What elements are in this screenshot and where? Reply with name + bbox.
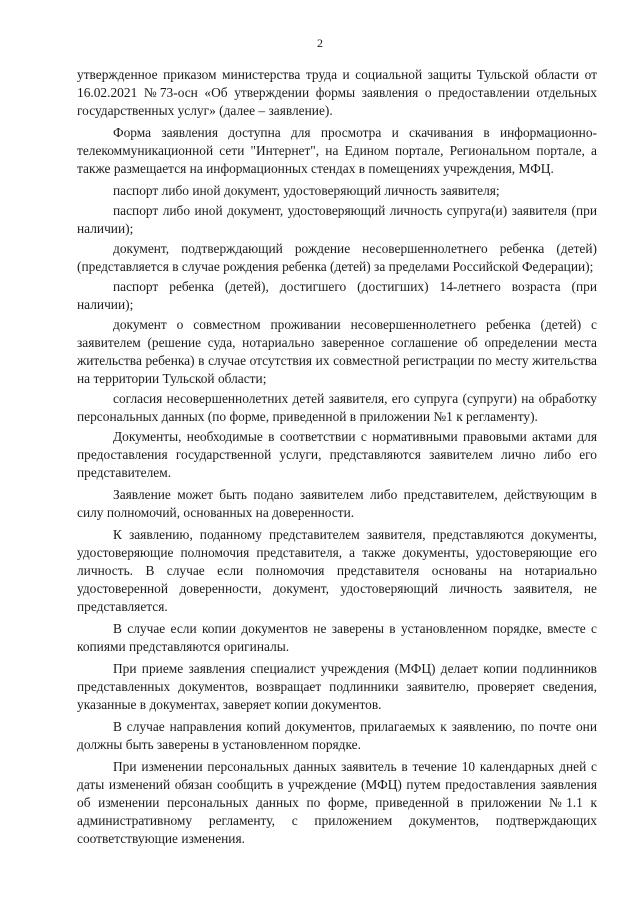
document-body	[77, 66, 597, 852]
paragraph-copies-originals: В случае если копии документов не заверены в установленном порядке, вместе с копиями представляются оригиналы.	[77, 621, 597, 654]
paragraph-representative: Заявление может быть подано заявителем либо представителем, действующим в силу полномочий, основанных на доверенности.	[77, 487, 597, 520]
paragraph-reception: При приеме заявления специалист учреждения (МФЦ) делает копии подлинников представленных документов, возвращает подлинники заявителю, проверяет сведения, указанные в документах, заверяет копии документов.	[77, 661, 597, 712]
list-item-birth-document: документ, подтверждающий рождение несовершеннолетнего ребенка (детей) (представляется в случае рождения ребенка (детей) за пределами Российской Федерации);	[77, 241, 597, 274]
paragraph-required-documents: Документы, необходимые в соответствии с нормативными правовыми актами для предоставления государственной услуги, представляются заявителем лично либо его представителем.	[77, 429, 597, 480]
list-item-applicant-passport: паспорт либо иной документ, удостоверяющий личность заявителя;	[113, 183, 500, 198]
page-number: 2	[317, 36, 323, 50]
list-item-data-consent: согласия несовершеннолетних детей заявителя, его супруга (супруги) на обработку персональных данных (по форме, приведенной в приложении №1 к регламенту).	[77, 391, 597, 424]
paragraph-continuation: утвержденное приказом министерства труда и социальной защиты Тульской области от 16.02.2021 №73-осн «Об утверждении формы заявления о предоставлении отдельных государственных услуг» (далее – заявление).	[77, 67, 597, 118]
paragraph-mail-copies: В случае направления копий документов, прилагаемых к заявлению, по почте они должны быть заверены в установленном порядке.	[77, 719, 597, 752]
paragraph-form-availability: Форма заявления доступна для просмотра и скачивания в информационно-телекоммуникационной сети "Интернет", на Едином портале, Региональном портале, а также размещается на информационных стендах в помещениях учреждения, МФЦ.	[77, 125, 597, 176]
list-item-child-passport: паспорт ребенка (детей), достигшего (достигших) 14-летнего возраста (при наличии);	[77, 279, 597, 312]
paragraph-representative-documents: К заявлению, поданному представителем заявителя, представляются документы, удостоверяющие полномочия представителя, а также документы, удостоверяющие его личность. В случае если полномочия представителя основаны на нотариально удостоверенной доверенности, документ, удостоверяющий личность заявителя, не представляется.	[77, 527, 597, 614]
paragraph-personal-data-change: При изменении персональных данных заявитель в течение 10 календарных дней с даты изменений обязан сообщить в учреждение (МФЦ) путем предоставления заявления об изменении персональных данных по форме, приведенной в приложении №1.1 к административному регламенту, с приложением документов, подтверждающих соответствующие изменения.	[77, 759, 597, 846]
list-item-cohabitation-document: документ о совместном проживании несовершеннолетнего ребенка (детей) с заявителем (решение суда, нотариально заверенное соглашение об определении места жительства ребенка) в случае отсутствия их совместной регистрации по месту жительства на территории Тульской области;	[77, 317, 597, 386]
list-item-spouse-passport: паспорт либо иной документ, удостоверяющий личность супруга(и) заявителя (при наличии);	[77, 203, 597, 236]
